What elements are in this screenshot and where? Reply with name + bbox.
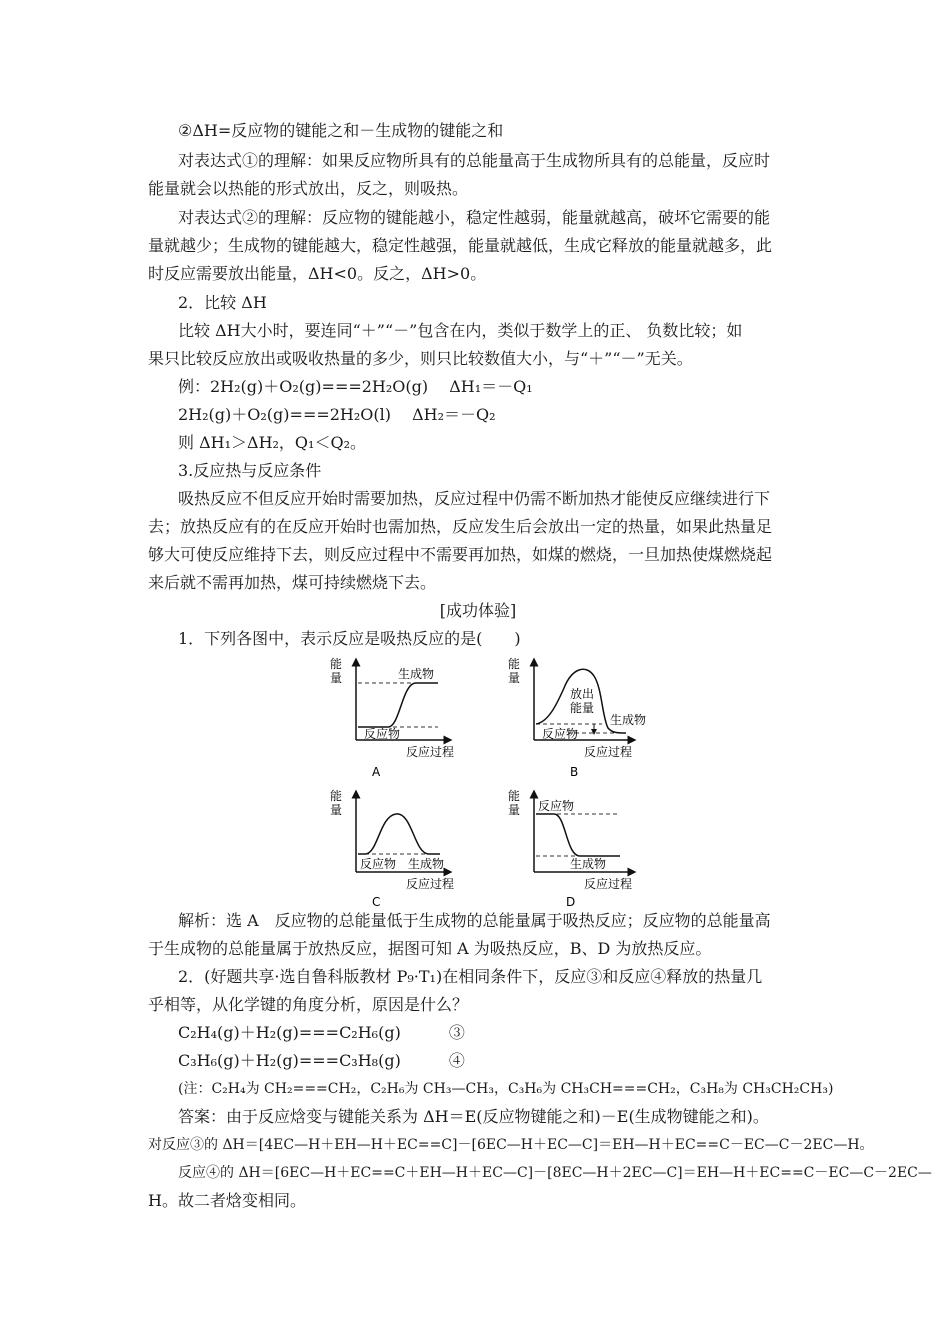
reactant-label-c: 反应物 bbox=[360, 857, 397, 871]
paragraph-compare-line1: 比较 ΔH大小时，要连同“＋”“－”包含在内，类似于数学上的正、 负数比较；如 bbox=[178, 321, 743, 340]
example-equation-1: 例：2H₂(g)＋O₂(g)===2H₂O(g) ΔH₁＝－Q₁ bbox=[178, 377, 533, 396]
question-1: 1．下列各图中，表示反应是吸热反应的是( ) bbox=[178, 629, 521, 648]
reactant-label-d: 反应物 bbox=[538, 799, 575, 813]
paragraph-compare-line2: 果只比较反应放出或吸收热量的多少，则只比较数值大小，与“＋”“－”无关。 bbox=[148, 349, 693, 368]
paragraph-conditions-line1: 吸热反应不但反应开始时需要加热，反应过程中仍需不断加热才能使反应继续进行下 bbox=[178, 489, 771, 508]
y-axis-label-c-1: 能 bbox=[330, 789, 343, 803]
analysis-line2: 于生成物的总能量属于放热反应，据图可知 A 为吸热反应，B、D 为放热反应。 bbox=[148, 939, 712, 958]
example-equation-2: 2H₂(g)＋O₂(g)===2H₂O(l) ΔH₂＝－Q₂ bbox=[178, 405, 496, 424]
release-label-b-2: 能量 bbox=[570, 701, 595, 715]
paragraph-delta-h-bond-energy: ②ΔH=反应物的键能之和－生成物的键能之和 bbox=[178, 121, 504, 140]
option-label-a: A bbox=[372, 765, 381, 779]
paragraph-conditions-line4: 来后就不需再加热，煤可持续燃烧下去。 bbox=[148, 573, 437, 592]
x-axis-label-d: 反应过程 bbox=[584, 877, 633, 891]
y-axis-label-d-2: 量 bbox=[508, 803, 521, 817]
x-axis-label-b: 反应过程 bbox=[584, 745, 633, 759]
option-label-d: D bbox=[566, 895, 576, 908]
reaction-4: C₃H₆(g)＋H₂(g)===C₃H₈(g) ④ bbox=[178, 1051, 465, 1070]
paragraph-expression2-line2: 量就越少；生成物的键能越大，稳定性越强，能量就越低，生成它释放的能量就越多，此 bbox=[148, 236, 773, 255]
note-line: (注：C₂H₄为 CH₂===CH₂，C₂H₆为 CH₃—CH₃，C₃H₆为 CH₃CH===CH₂，C₃H₈为 CH₃CH₂CH₃) bbox=[178, 1081, 834, 1097]
energy-diagrams bbox=[330, 656, 660, 908]
release-label-b-1: 放出 bbox=[570, 687, 595, 701]
heading-compare-delta-h: 2．比较 ΔH bbox=[178, 293, 267, 312]
y-axis-label-a-2: 量 bbox=[330, 671, 343, 685]
paragraph-conditions-line3: 够大可使反应维持下去，则反应过程中不需要再加热，如煤的燃烧，一旦加热使煤燃烧起 bbox=[148, 545, 773, 564]
x-axis-label-a: 反应过程 bbox=[406, 745, 455, 759]
diagram-a bbox=[330, 656, 454, 779]
y-axis-label-c-2: 量 bbox=[330, 803, 343, 817]
paragraph-expression2-line3: 时反应需要放出能量，ΔH<0。反之，ΔH>0。 bbox=[148, 264, 487, 283]
reactant-label-b: 反应物 bbox=[542, 727, 579, 741]
product-label-b: 生成物 bbox=[610, 713, 647, 727]
question-2-line2: 乎相等，从化学键的角度分析，原因是什么？ bbox=[148, 995, 469, 1014]
energy-curve-d bbox=[536, 814, 620, 856]
reaction-3: C₂H₄(g)＋H₂(g)===C₂H₆(g) ③ bbox=[178, 1023, 465, 1042]
option-label-c: C bbox=[372, 895, 381, 908]
paragraph-expression1-line2: 能量就会以热能的形式放出，反之，则吸热。 bbox=[148, 179, 469, 198]
y-axis-label-b-1: 能 bbox=[508, 657, 521, 671]
y-axis-label-b-2: 量 bbox=[508, 671, 521, 685]
paragraph-expression2-line1: 对表达式②的理解：反应物的键能越小，稳定性越弱，能量就越高，破坏它需要的能 bbox=[178, 208, 771, 227]
question-2-line1: 2．(好题共享·选自鲁科版教材 P₉·T₁)在相同条件下，反应③和反应④释放的热量几 bbox=[178, 967, 763, 986]
product-label-d: 生成物 bbox=[570, 857, 607, 871]
diagram-d bbox=[508, 788, 632, 908]
section-title: [成功体验] bbox=[439, 601, 517, 620]
diagram-c bbox=[330, 788, 454, 908]
option-label-b: B bbox=[570, 765, 579, 779]
paragraph-expression1-line1: 对表达式①的理解：如果反应物所具有的总能量高于生成物所具有的总能量，反应时 bbox=[178, 151, 771, 170]
heading-reaction-conditions: 3.反应热与反应条件 bbox=[178, 461, 322, 480]
product-label-c: 生成物 bbox=[408, 857, 445, 871]
energy-curve-a bbox=[358, 683, 438, 727]
answer-line4: H。故二者焓变相同。 bbox=[148, 1191, 306, 1210]
analysis-line1: 解析：选 A 反应物的总能量低于生成物的总能量属于吸热反应；反应物的总能量高 bbox=[178, 911, 771, 930]
paragraph-conditions-line2: 去；放热反应有的在反应开始时也需加热，反应发生后会放出一定的热量，如果此热量足 bbox=[148, 517, 773, 536]
answer-line1: 答案：由于反应焓变与键能关系为 ΔH＝E(反应物键能之和)－E(生成物键能之和)。 bbox=[178, 1107, 769, 1126]
diagram-b bbox=[508, 656, 646, 779]
product-label-a: 生成物 bbox=[398, 667, 435, 681]
answer-line2: 对反应③的 ΔH＝[4EC—H＋EH—H＋EC==C]－[6EC—H＋EC—C]＝EH—H＋EC==C－EC—C－2EC—H。 bbox=[148, 1137, 874, 1153]
reactant-label-a: 反应物 bbox=[364, 727, 401, 741]
y-axis-label-d-1: 能 bbox=[508, 789, 521, 803]
example-conclusion: 则 ΔH₁＞ΔH₂，Q₁＜Q₂。 bbox=[178, 433, 366, 452]
answer-line3: 反应④的 ΔH＝[6EC—H＋EC==C＋EH—H＋EC—C]－[8EC—H＋2EC—C]＝EH—H＋EC==C－EC—C－2EC— bbox=[178, 1165, 932, 1181]
x-axis-label-c: 反应过程 bbox=[406, 877, 455, 891]
y-axis-label-a-1: 能 bbox=[330, 657, 343, 671]
energy-curve-c bbox=[358, 814, 440, 854]
